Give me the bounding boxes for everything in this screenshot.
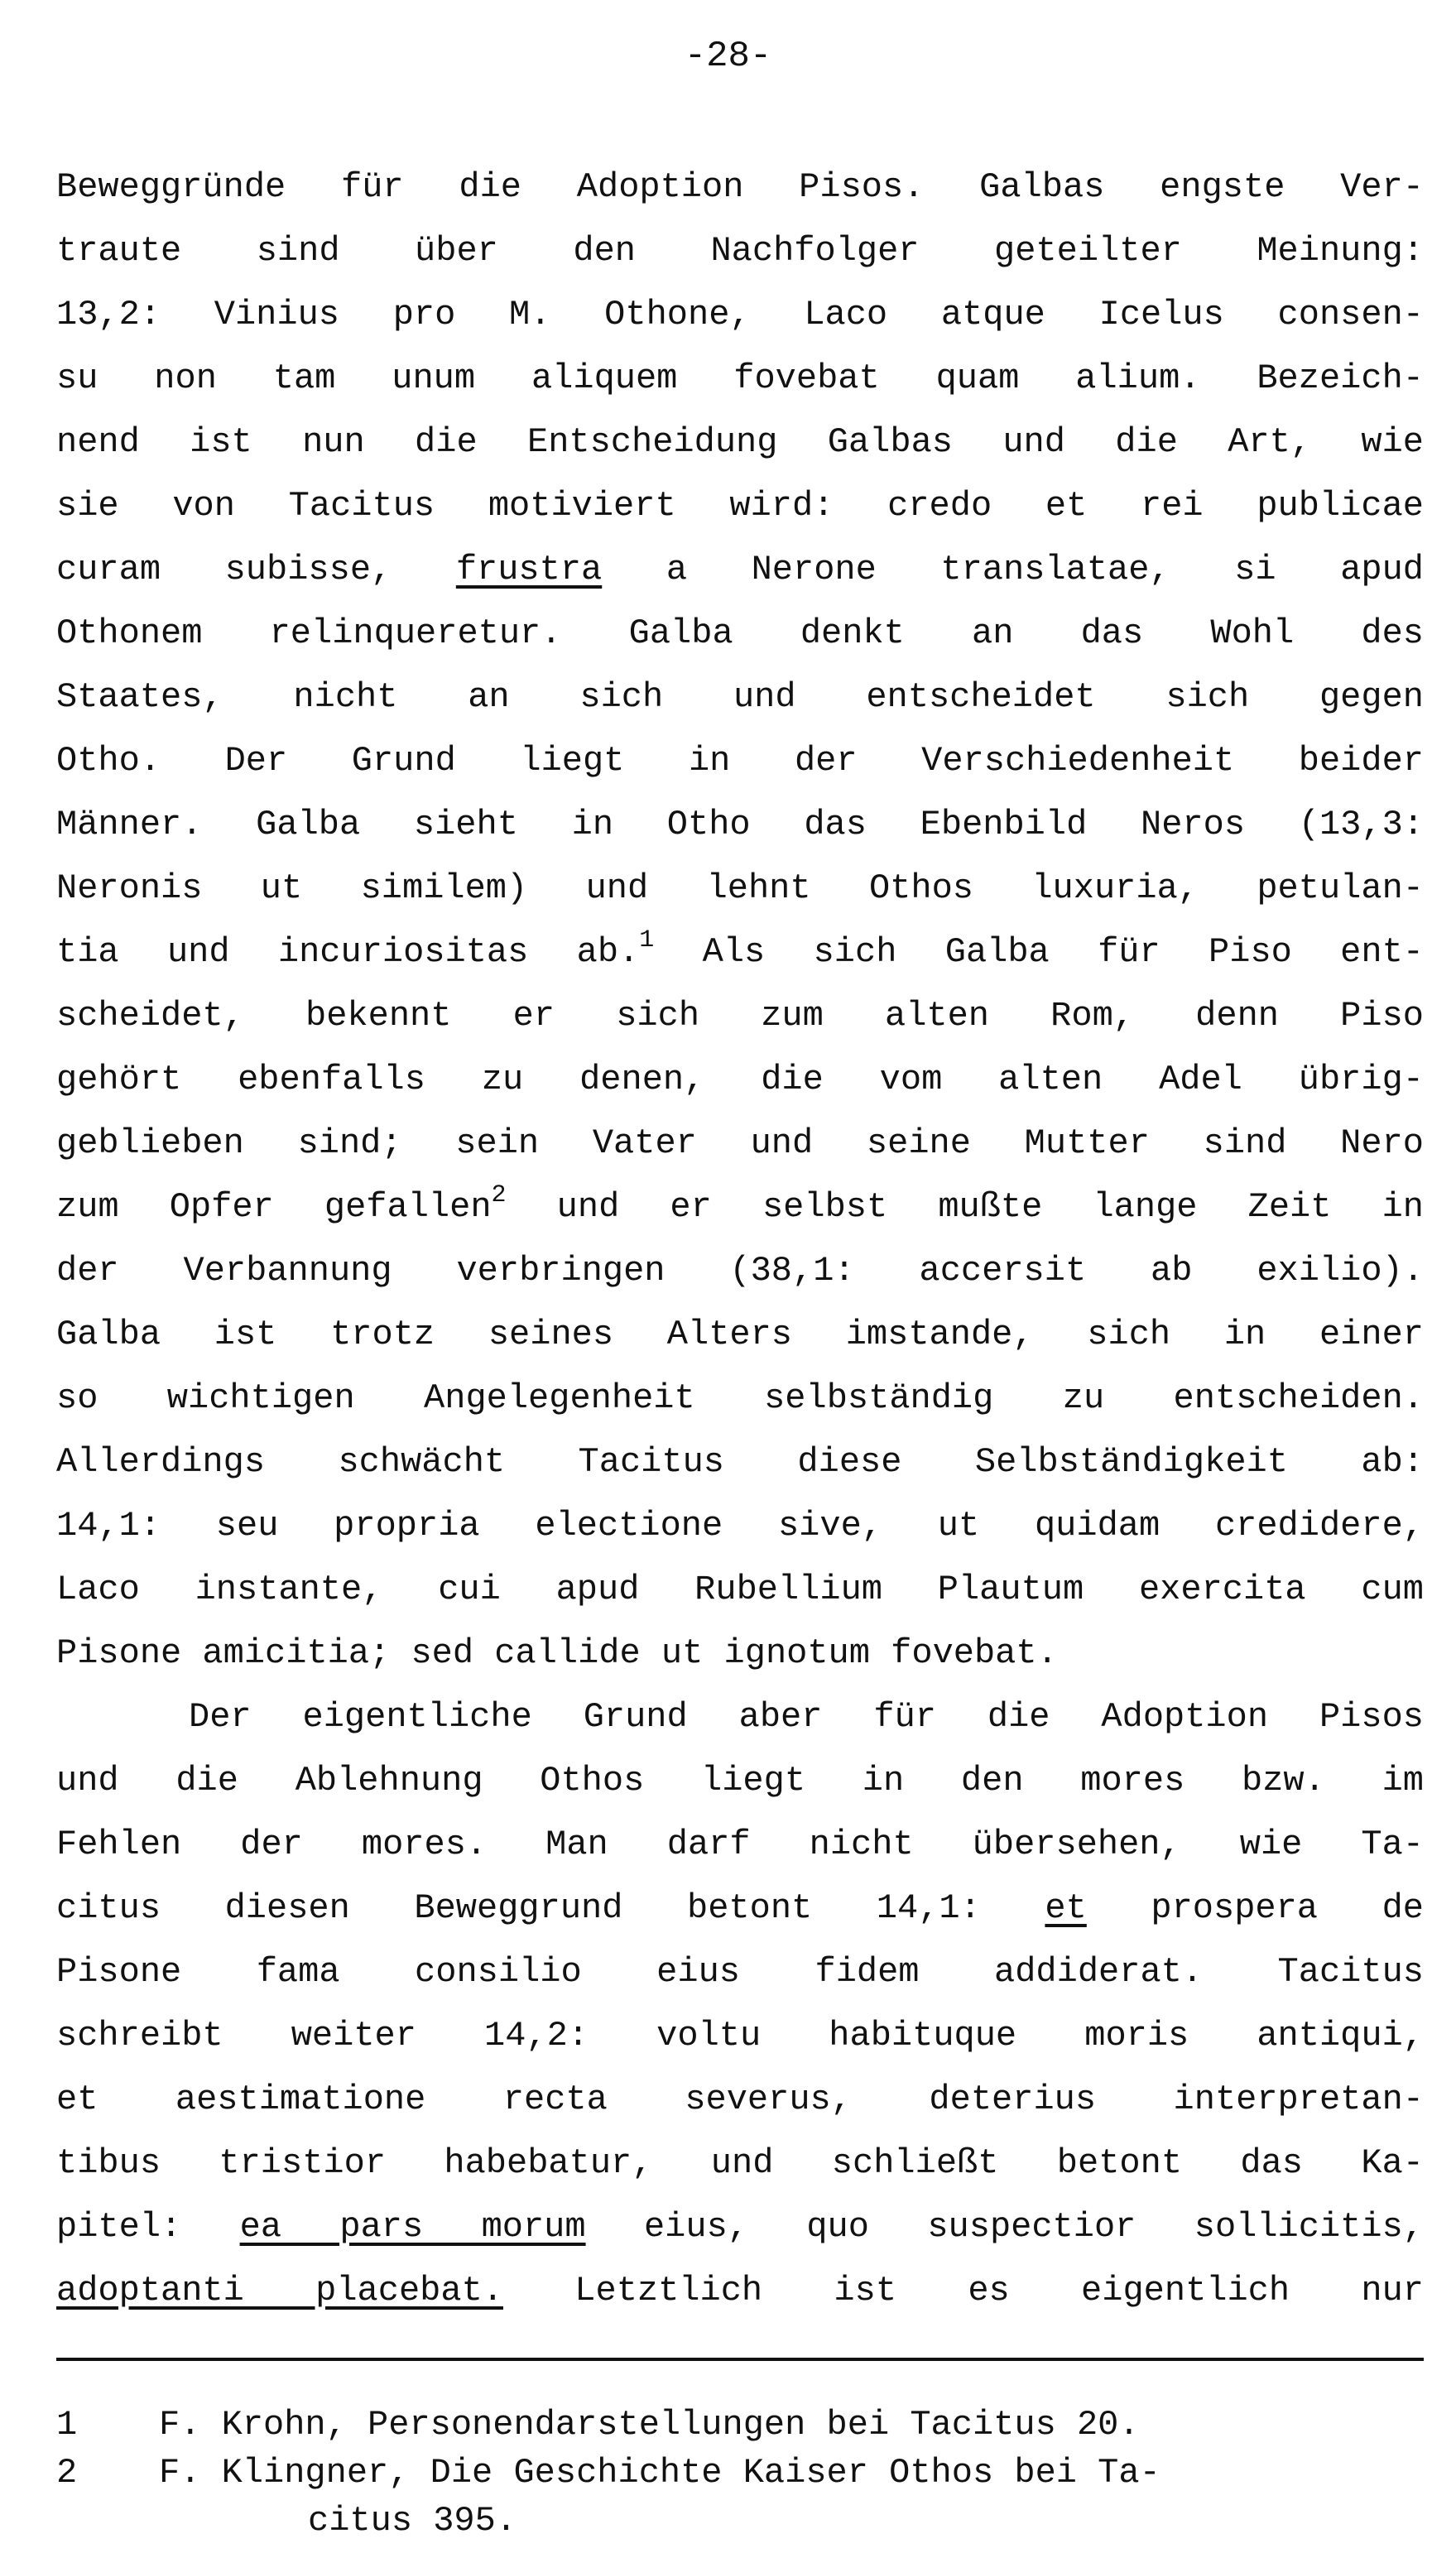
text-line xyxy=(56,2195,1424,2259)
text-line xyxy=(56,2068,1424,2132)
text-segment: Galba ist trotz seines Alters imstande, sich in einer xyxy=(56,1315,1424,1354)
text-segment: und er selbst mußte lange Zeit in xyxy=(506,1187,1424,1227)
text-segment: Als sich Galba für Piso ent- xyxy=(654,932,1425,972)
text-line xyxy=(56,2004,1424,2068)
text-segment: der Verbannung verbringen (38,1: accersit ab exilio). xyxy=(56,1251,1424,1291)
text-line xyxy=(56,538,1424,602)
text-segment: 13,2: Vinius pro M. Othone, Laco atque Icelus consen- xyxy=(56,295,1424,334)
text-line xyxy=(56,984,1424,1048)
text-line xyxy=(56,474,1424,538)
text-segment: gehört ebenfalls zu denen, die vom alten Adel übrig- xyxy=(56,1060,1424,1099)
text-line xyxy=(56,1112,1424,1176)
text-segment: Fehlen der mores. Man darf nicht übersehen, wie Ta- xyxy=(56,1825,1424,1864)
text-segment: Pisone amicitia; sed callide ut ignotum fovebat. xyxy=(56,1633,1058,1673)
text-line xyxy=(56,1749,1424,1813)
text-segment: Neronis ut similem) und lehnt Othos luxuria, petulan- xyxy=(56,868,1424,908)
text-segment: tibus tristior habebatur, und schließt betont das Ka- xyxy=(56,2143,1424,2183)
footnote-text-continued: citus 395. xyxy=(308,2501,517,2541)
text-line xyxy=(56,1877,1424,1940)
text-line xyxy=(56,1367,1424,1430)
text-segment: curam subisse, xyxy=(56,550,456,589)
text-segment: Laco instante, cui apud Rubellium Plautum exercita cum xyxy=(56,1570,1424,1609)
text-line xyxy=(56,793,1424,857)
text-line xyxy=(56,1048,1424,1112)
text-line xyxy=(56,2132,1424,2195)
footnote-divider xyxy=(56,2358,1424,2361)
text-segment: nend ist nun die Entscheidung Galbas und die Art, wie xyxy=(56,422,1424,462)
text-line xyxy=(56,347,1424,411)
text-line xyxy=(56,1303,1424,1367)
page-number: -28- xyxy=(684,36,772,77)
text-segment: Otho. Der Grund liegt in der Verschiedenheit beider xyxy=(56,741,1424,781)
underlined-text: frustra xyxy=(455,550,603,589)
text-line xyxy=(56,1558,1424,1622)
text-line xyxy=(56,283,1424,347)
text-line xyxy=(56,729,1424,793)
text-segment: su non tam unum aliquem fovebat quam alium. Bezeich- xyxy=(56,358,1424,398)
text-line xyxy=(56,1685,1424,1749)
underlined-text: adoptanti placebat. xyxy=(56,2271,503,2310)
text-segment: citus diesen Beweggrund betont 14,1: xyxy=(56,1888,1045,1928)
text-segment: Staates, nicht an sich und entscheidet sich gegen xyxy=(56,677,1424,717)
footnote-reference: 1 xyxy=(639,926,655,954)
text-segment: tia und incuriositas ab. xyxy=(56,932,640,972)
footnote-reference: 2 xyxy=(491,1181,507,1209)
text-line xyxy=(56,1176,1424,1239)
text-segment: pitel: xyxy=(56,2207,240,2247)
text-line xyxy=(56,666,1424,729)
text-line xyxy=(56,857,1424,921)
footnote-number: 2 xyxy=(56,2453,78,2493)
text-segment: Beweggründe für die Adoption Pisos. Galbas engste Ver- xyxy=(56,167,1424,207)
underlined-text: et xyxy=(1045,1888,1087,1928)
text-segment: sie von Tacitus motiviert wird: credo et rei publicae xyxy=(56,486,1424,526)
text-line xyxy=(56,1940,1424,2004)
text-line xyxy=(56,602,1424,666)
text-segment: prospera de xyxy=(1086,1888,1424,1928)
text-line xyxy=(56,2259,1424,2323)
text-line xyxy=(56,219,1424,283)
text-segment: zum Opfer gefallen xyxy=(56,1187,492,1227)
text-segment: et aestimatione recta severus, deterius interpretan- xyxy=(56,2080,1424,2119)
text-segment: Männer. Galba sieht in Otho das Ebenbild Neros (13,3: xyxy=(56,805,1424,844)
footnotes xyxy=(56,2401,1424,2545)
text-segment: geblieben sind; sein Vater und seine Mutter sind Nero xyxy=(56,1123,1424,1163)
footnote-text: F. Klingner, Die Geschichte Kaiser Othos bei Ta- xyxy=(159,2453,1160,2493)
text-line xyxy=(56,1239,1424,1303)
text-segment: scheidet, bekennt er sich zum alten Rom, denn Piso xyxy=(56,996,1424,1036)
text-segment: Pisone fama consilio eius fidem addiderat. Tacitus xyxy=(56,1952,1424,1992)
text-line xyxy=(56,1494,1424,1558)
text-line xyxy=(56,921,1424,984)
text-line xyxy=(56,411,1424,474)
footnote-text: F. Krohn, Personendarstellungen bei Tacitus 20. xyxy=(159,2405,1140,2445)
text-line xyxy=(56,156,1424,219)
text-line xyxy=(56,1622,1424,1685)
text-segment: 14,1: seu propria electione sive, ut quidam credidere, xyxy=(56,1506,1424,1546)
text-segment: a Nerone translatae, si apud xyxy=(602,550,1425,589)
text-segment: Othonem relinqueretur. Galba denkt an das Wohl des xyxy=(56,613,1424,653)
text-segment: traute sind über den Nachfolger geteilter Meinung: xyxy=(56,231,1424,271)
text-segment: schreibt weiter 14,2: voltu habituque moris antiqui, xyxy=(56,2016,1424,2056)
footnote xyxy=(56,2449,1424,2545)
body-text xyxy=(56,156,1424,2323)
footnote xyxy=(56,2401,1424,2449)
text-line xyxy=(56,1813,1424,1877)
text-segment: eius, quo suspectior sollicitis, xyxy=(585,2207,1424,2247)
text-segment: Letztlich ist es eigentlich nur xyxy=(502,2271,1424,2310)
text-line xyxy=(56,1430,1424,1494)
text-segment: so wichtigen Angelegenheit selbständig zu entscheiden. xyxy=(56,1378,1424,1418)
text-segment: Der eigentliche Grund aber für die Adoption Pisos xyxy=(189,1697,1424,1737)
text-segment: und die Ablehnung Othos liegt in den mores bzw. im xyxy=(56,1761,1424,1801)
underlined-text: ea pars morum xyxy=(239,2207,586,2247)
text-segment: Allerdings schwächt Tacitus diese Selbständigkeit ab: xyxy=(56,1442,1424,1482)
footnote-number: 1 xyxy=(56,2405,78,2445)
